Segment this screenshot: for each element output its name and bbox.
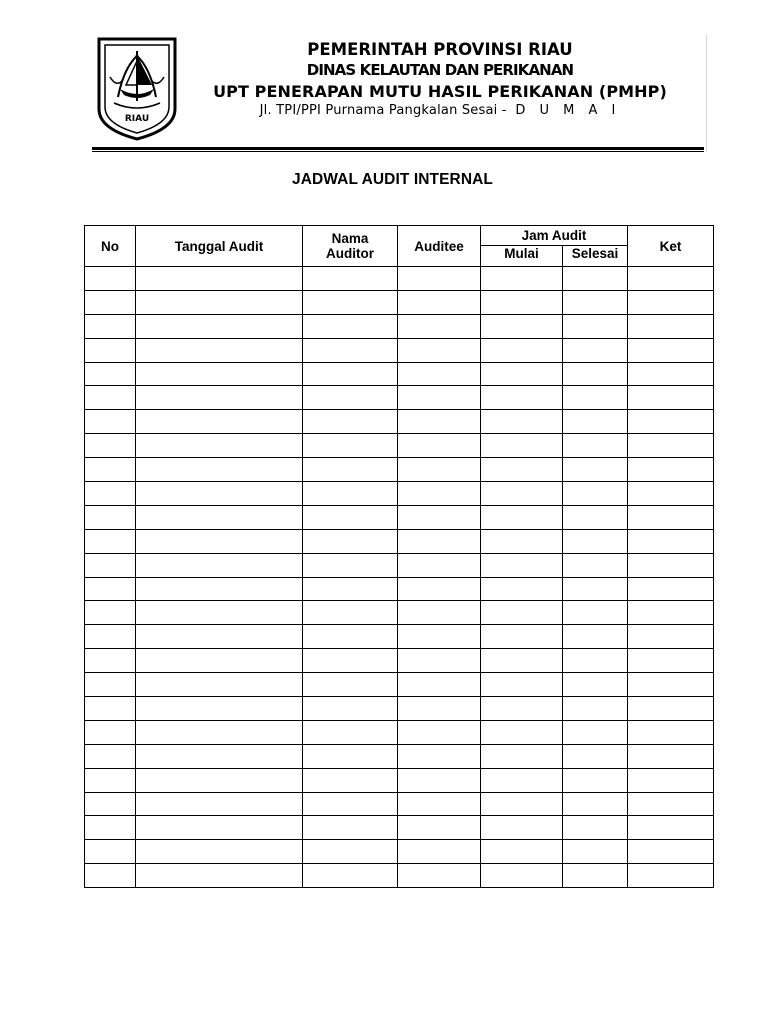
header-address xyxy=(190,103,690,118)
table-row xyxy=(85,601,714,625)
table-cell xyxy=(398,673,481,697)
table-cell xyxy=(628,840,714,864)
table-cell xyxy=(303,458,398,482)
table-cell xyxy=(136,529,303,553)
table-cell xyxy=(628,553,714,577)
col-selesai: Selesai xyxy=(563,246,628,267)
table-cell xyxy=(563,577,628,601)
table-cell xyxy=(563,267,628,291)
table-row xyxy=(85,458,714,482)
table-cell xyxy=(481,362,563,386)
table-cell xyxy=(563,697,628,721)
table-cell xyxy=(398,434,481,458)
table-cell xyxy=(85,386,136,410)
table-cell xyxy=(398,744,481,768)
table-cell xyxy=(85,792,136,816)
riau-province-emblem-icon xyxy=(96,37,178,141)
table-cell xyxy=(398,864,481,888)
table-cell xyxy=(481,720,563,744)
table-cell xyxy=(628,362,714,386)
table-cell xyxy=(136,362,303,386)
table-cell xyxy=(136,792,303,816)
table-cell xyxy=(563,792,628,816)
table-cell xyxy=(563,482,628,506)
table-cell xyxy=(481,434,563,458)
table-row xyxy=(85,529,714,553)
table-cell xyxy=(628,744,714,768)
table-row xyxy=(85,505,714,529)
table-cell xyxy=(563,338,628,362)
table-cell xyxy=(481,267,563,291)
table-cell xyxy=(481,673,563,697)
table-row xyxy=(85,434,714,458)
table-cell xyxy=(303,625,398,649)
table-cell xyxy=(398,362,481,386)
table-cell xyxy=(563,768,628,792)
table-cell xyxy=(628,338,714,362)
table-cell xyxy=(398,410,481,434)
table-cell xyxy=(563,864,628,888)
table-cell xyxy=(398,625,481,649)
col-mulai: Mulai xyxy=(481,246,563,267)
table-cell xyxy=(563,314,628,338)
table-cell xyxy=(398,720,481,744)
table-cell xyxy=(481,553,563,577)
table-cell xyxy=(628,434,714,458)
table-row xyxy=(85,649,714,673)
header-rule-thin xyxy=(92,151,704,152)
table-cell xyxy=(136,625,303,649)
table-row xyxy=(85,362,714,386)
table-cell xyxy=(136,482,303,506)
table-cell xyxy=(563,673,628,697)
table-header-row xyxy=(85,226,714,246)
table-cell xyxy=(85,458,136,482)
table-row xyxy=(85,697,714,721)
table-cell xyxy=(303,434,398,458)
table-cell xyxy=(628,816,714,840)
header-rule-thick xyxy=(92,147,704,150)
table-cell xyxy=(628,505,714,529)
table-cell xyxy=(85,267,136,291)
table-row xyxy=(85,840,714,864)
table-cell xyxy=(85,768,136,792)
table-row xyxy=(85,314,714,338)
table-cell xyxy=(628,864,714,888)
table-cell xyxy=(563,840,628,864)
table-cell xyxy=(628,792,714,816)
col-no: No xyxy=(85,226,136,267)
table-cell xyxy=(481,577,563,601)
table-row xyxy=(85,553,714,577)
table-cell xyxy=(481,625,563,649)
table-cell xyxy=(303,386,398,410)
table-cell xyxy=(398,267,481,291)
table-cell xyxy=(398,338,481,362)
table-row xyxy=(85,720,714,744)
table-cell xyxy=(136,840,303,864)
table-cell xyxy=(85,338,136,362)
col-nama-auditor-line2: Auditor xyxy=(326,246,374,261)
table-cell xyxy=(303,290,398,314)
table-cell xyxy=(481,864,563,888)
table-cell xyxy=(85,410,136,434)
table-cell xyxy=(398,529,481,553)
table-row xyxy=(85,482,714,506)
table-row xyxy=(85,816,714,840)
header-department: DINAS KELAUTAN DAN PERIKANAN xyxy=(306,61,574,79)
table-cell xyxy=(303,362,398,386)
table-cell xyxy=(563,744,628,768)
table-row xyxy=(85,768,714,792)
table-row xyxy=(85,673,714,697)
table-cell xyxy=(481,816,563,840)
table-cell xyxy=(628,697,714,721)
table-cell xyxy=(481,386,563,410)
table-cell xyxy=(628,386,714,410)
table-cell xyxy=(85,649,136,673)
address-city: D U M A I xyxy=(515,103,621,118)
table-cell xyxy=(136,386,303,410)
table-cell xyxy=(398,505,481,529)
table-cell xyxy=(303,505,398,529)
table-cell xyxy=(563,601,628,625)
table-cell xyxy=(136,553,303,577)
table-row xyxy=(85,290,714,314)
table-cell xyxy=(136,290,303,314)
table-cell xyxy=(481,458,563,482)
table-cell xyxy=(303,482,398,506)
table-cell xyxy=(136,458,303,482)
header-unit: UPT PENERAPAN MUTU HASIL PERIKANAN (PMHP) xyxy=(213,82,667,101)
table-cell xyxy=(85,840,136,864)
table-cell xyxy=(136,410,303,434)
table-cell xyxy=(563,720,628,744)
table-row xyxy=(85,267,714,291)
table-cell xyxy=(481,482,563,506)
table-cell xyxy=(136,673,303,697)
table-cell xyxy=(563,290,628,314)
col-auditee: Auditee xyxy=(398,226,481,267)
table-cell xyxy=(85,816,136,840)
table-cell xyxy=(303,697,398,721)
table-cell xyxy=(136,649,303,673)
table-cell xyxy=(628,720,714,744)
table-cell xyxy=(398,697,481,721)
letterhead xyxy=(0,0,768,160)
table-cell xyxy=(481,840,563,864)
table-cell xyxy=(481,697,563,721)
table-cell xyxy=(136,697,303,721)
table-cell xyxy=(136,314,303,338)
table-cell xyxy=(303,649,398,673)
table-cell xyxy=(303,338,398,362)
table-cell xyxy=(563,386,628,410)
table-row xyxy=(85,410,714,434)
table-cell xyxy=(628,577,714,601)
table-cell xyxy=(398,768,481,792)
table-cell xyxy=(481,744,563,768)
table-row xyxy=(85,338,714,362)
table-cell xyxy=(303,267,398,291)
table-cell xyxy=(85,482,136,506)
table-cell xyxy=(85,744,136,768)
col-nama-auditor-line1: Nama xyxy=(331,231,369,246)
table-cell xyxy=(85,529,136,553)
table-cell xyxy=(398,816,481,840)
table-row xyxy=(85,744,714,768)
table-cell xyxy=(398,649,481,673)
table-cell xyxy=(85,697,136,721)
table-cell xyxy=(136,720,303,744)
table-cell xyxy=(85,673,136,697)
logo-text: RIAU xyxy=(124,114,150,124)
table-cell xyxy=(85,362,136,386)
table-cell xyxy=(398,601,481,625)
table-cell xyxy=(481,601,563,625)
col-tanggal-audit: Tanggal Audit xyxy=(136,226,303,267)
table-cell xyxy=(628,625,714,649)
table-cell xyxy=(85,553,136,577)
table-cell xyxy=(628,314,714,338)
table-cell xyxy=(85,577,136,601)
table-cell xyxy=(398,482,481,506)
table-cell xyxy=(303,864,398,888)
table-cell xyxy=(136,816,303,840)
table-cell xyxy=(563,529,628,553)
table-cell xyxy=(303,314,398,338)
table-cell xyxy=(563,553,628,577)
table-row xyxy=(85,577,714,601)
table-cell xyxy=(628,673,714,697)
table-cell xyxy=(303,577,398,601)
table-cell xyxy=(303,720,398,744)
table-cell xyxy=(85,505,136,529)
table-cell xyxy=(398,577,481,601)
table-cell xyxy=(303,673,398,697)
table-cell xyxy=(628,529,714,553)
address-street: Jl. TPI/PPI Purnama Pangkalan Sesai - xyxy=(259,103,507,118)
col-jam-audit: Jam Audit xyxy=(481,226,628,246)
table-cell xyxy=(481,290,563,314)
table-cell xyxy=(85,864,136,888)
table-cell xyxy=(85,720,136,744)
table-cell xyxy=(628,482,714,506)
table-cell xyxy=(563,410,628,434)
document-title: JADWAL AUDIT INTERNAL xyxy=(291,171,493,188)
table-cell xyxy=(398,386,481,410)
table-cell xyxy=(136,338,303,362)
table-cell xyxy=(398,290,481,314)
table-cell xyxy=(481,649,563,673)
table-cell xyxy=(303,744,398,768)
table-row xyxy=(85,386,714,410)
table-cell xyxy=(398,792,481,816)
table-cell xyxy=(136,744,303,768)
table-cell xyxy=(136,864,303,888)
table-cell xyxy=(85,625,136,649)
table-cell xyxy=(136,267,303,291)
table-cell xyxy=(628,410,714,434)
table-cell xyxy=(303,529,398,553)
table-cell xyxy=(136,505,303,529)
table-cell xyxy=(628,267,714,291)
table-cell xyxy=(398,458,481,482)
table-cell xyxy=(481,505,563,529)
table-cell xyxy=(481,314,563,338)
col-ket: Ket xyxy=(628,226,714,267)
table-cell xyxy=(628,768,714,792)
table-cell xyxy=(563,362,628,386)
table-cell xyxy=(563,434,628,458)
table-cell xyxy=(85,314,136,338)
header-government: PEMERINTAH PROVINSI RIAU xyxy=(307,40,573,59)
table-cell xyxy=(481,410,563,434)
table-cell xyxy=(303,768,398,792)
table-cell xyxy=(398,553,481,577)
table-cell xyxy=(481,529,563,553)
table-cell xyxy=(398,840,481,864)
table-cell xyxy=(303,792,398,816)
table-row xyxy=(85,625,714,649)
table-cell xyxy=(303,601,398,625)
table-cell xyxy=(303,410,398,434)
table-cell xyxy=(628,649,714,673)
table-cell xyxy=(563,458,628,482)
table-cell xyxy=(303,816,398,840)
table-cell xyxy=(563,816,628,840)
table-cell xyxy=(563,649,628,673)
table-row xyxy=(85,864,714,888)
table-cell xyxy=(136,577,303,601)
table-cell xyxy=(481,338,563,362)
table-cell xyxy=(563,625,628,649)
table-cell xyxy=(628,601,714,625)
table-cell xyxy=(136,434,303,458)
table-cell xyxy=(303,553,398,577)
table-cell xyxy=(136,601,303,625)
table-cell xyxy=(628,290,714,314)
table-cell xyxy=(481,792,563,816)
table-cell xyxy=(85,601,136,625)
audit-schedule-table xyxy=(84,225,714,888)
col-nama-auditor xyxy=(303,226,398,267)
table-cell xyxy=(136,768,303,792)
table-cell xyxy=(303,840,398,864)
table-cell xyxy=(481,768,563,792)
table-cell xyxy=(563,505,628,529)
table-row xyxy=(85,792,714,816)
table-cell xyxy=(85,290,136,314)
table-cell xyxy=(628,458,714,482)
table-body xyxy=(85,267,714,888)
table-cell xyxy=(398,314,481,338)
table-cell xyxy=(85,434,136,458)
